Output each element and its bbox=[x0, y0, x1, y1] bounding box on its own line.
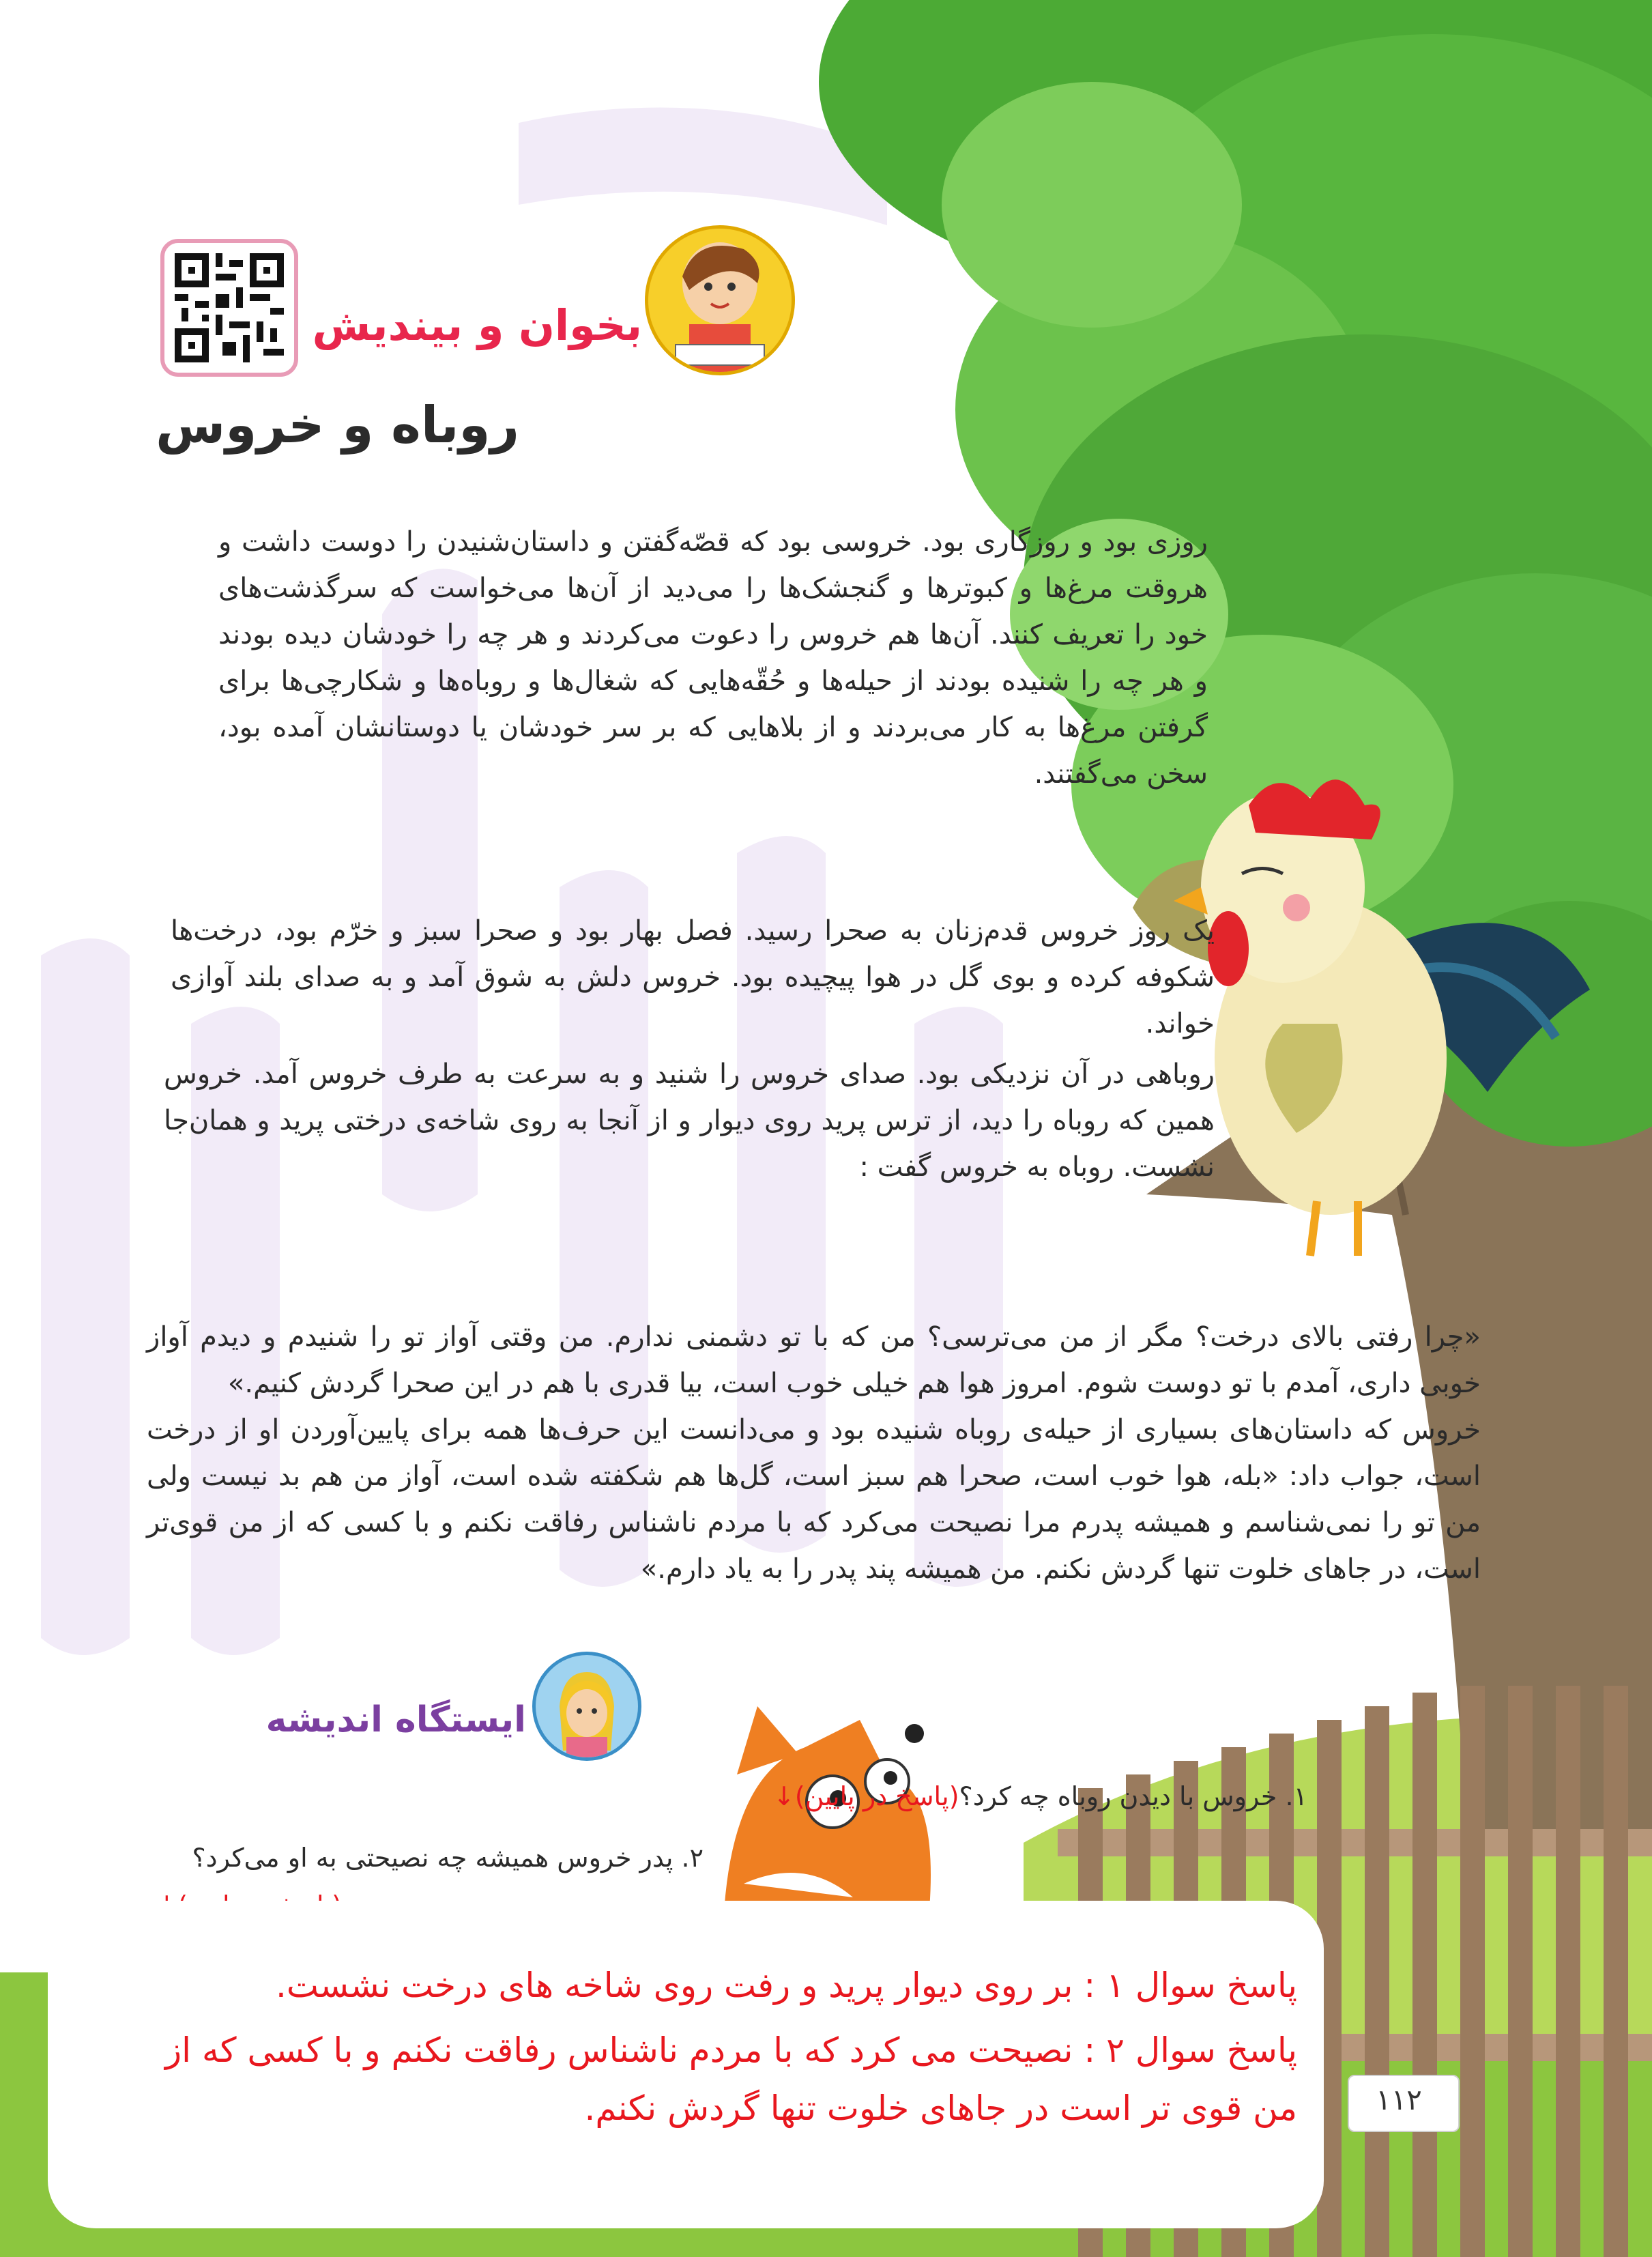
story-text-1: روزی بود و روزگاری بود. خروسی بود که قصّه‌گفتن و داستان‌شنیدن را دوست داشت و هروقت مرغ‌ها و کبوترها و گنجشک‌ها را می‌دید از آن‌ها می‌خواست که سرگذشت‌های خود را تعریف کنند. آن‌ها هم خروس را دعوت می‌کردند و هر چه را خودشان دیده بودند و هر چه را شنیده بودند از حیله‌ها و حُقّه‌هایی که شغال‌ها و روباه‌ها و شکارچی‌ها برای گرفتن مرغ‌ها به کار می‌بردند و از بلاهایی که بر سر خودشان یا دوستانشان آمده بود، سخن می‌گفتند. bbox=[218, 526, 1208, 790]
answer-2-line-2: من قوی تر است در جاهای خلوت تنها گردش نکنم. bbox=[584, 2088, 1297, 2128]
story-paragraph-4 bbox=[147, 1314, 1481, 1592]
answer-1: پاسخ سوال ۱ : بر روی دیوار پرید و رفت روی شاخه های درخت نشست. bbox=[276, 1966, 1297, 2005]
answer-2-line-1: پاسخ سوال ۲ : نصیحت می کرد که با مردم ناشناس رفاقت نکنم و با کسی که از bbox=[165, 2030, 1297, 2070]
section-title: بخوان و بیندیش bbox=[312, 300, 642, 350]
question-1 bbox=[773, 1781, 1307, 1811]
question-1-text: ۱. خروس با دیدن روباه چه کرد؟ bbox=[959, 1781, 1307, 1811]
down-arrow-icon: ↓ bbox=[772, 1781, 795, 1811]
fox-illustration bbox=[723, 1706, 931, 1925]
story-text-3: روباهی در آن نزدیکی بود. صدای خروس را شنید و به سرعت به طرف خروس آمد. خروس همین که روباه را دید، از ترس پرید روی دیوار و از آنجا به روی شاخه‌ی درختی پرید و همان‌جا نشست. روباه به خروس گفت : bbox=[164, 1059, 1215, 1183]
qr-code[interactable] bbox=[160, 239, 298, 377]
story-text-5: خروس که داستان‌های بسیاری از حیله‌ی روباه شنیده بود و می‌دانست این حرف‌ها همه برای پایین‌آوردن او از درخت است، جواب داد: «بله، هوا خوب است، صحرا هم سبز است، گل‌ها هم شکفته شده است، آواز من هم بد نیست ولی من تو را نمی‌شناسم و همیشه پدرم مرا نصیحت می‌کرد که با مردم ناشناس رفاقت نکنم و با کسی که از من قوی‌تر است، در جاهای خلوت تنها گردش نکنم. من همیشه پند پدر را به یاد دارم.» bbox=[147, 1414, 1481, 1585]
story-text-2: یک روز خروس قدم‌زنان به صحرا رسید. فصل بهار بود و صحرا سبز و خرّم بود، درخت‌ها شکوفه کرده و بوی گل در هوا پیچیده بود. خروس دلش به شوق آمد و به صدای بلند آوازی خواند. bbox=[171, 915, 1215, 1039]
question-1-note: (پاسخ در پایین) bbox=[794, 1781, 959, 1811]
story-paragraph-3 bbox=[164, 1051, 1215, 1190]
question-2-text: ۲. پدر خروس همیشه چه نصیحتی به او می‌کرد؟ bbox=[192, 1843, 704, 1873]
thinking-station-title: ایستگاه اندیشه bbox=[265, 1699, 526, 1740]
story-text-4: «چرا رفتی بالای درخت؟ مگر از من می‌ترسی؟ من که با تو دشمنی ندارم. من وقتی آواز تو را شنیدم و دیدم آواز خوبی داری، آمدم با تو دوست شوم. امروز هوا هم خیلی خوب است، بیا قدری با هم در این صحرا گردش کنیم.» bbox=[147, 1321, 1481, 1399]
page-number: ۱۱۲ bbox=[1376, 2083, 1422, 2116]
story-paragraph-2 bbox=[171, 908, 1215, 1047]
story-paragraph-1 bbox=[218, 519, 1208, 797]
story-title: روباه و خروس bbox=[156, 396, 519, 455]
qr-code-icon bbox=[175, 253, 284, 362]
reading-boy-avatar bbox=[645, 225, 795, 375]
thinking-girl-avatar bbox=[532, 1652, 641, 1761]
question-2 bbox=[192, 1843, 704, 1873]
